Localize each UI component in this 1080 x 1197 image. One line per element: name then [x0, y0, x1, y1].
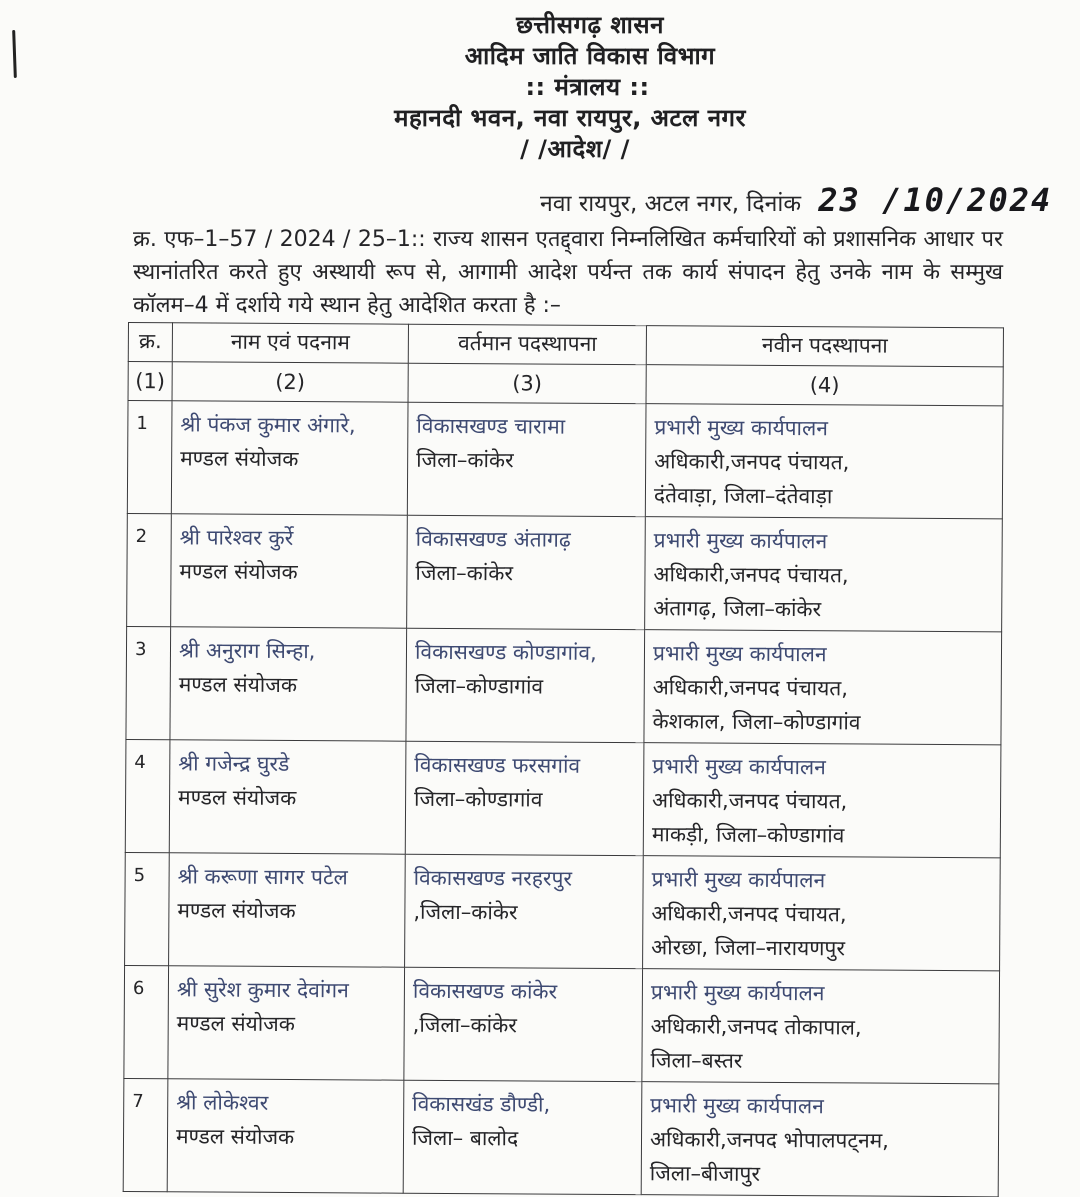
column-number: (3) [408, 363, 646, 403]
new-office: अधिकारी,जनपद तोकापाल, [650, 1014, 862, 1040]
column-number: (2) [172, 362, 408, 402]
header-name: नाम एवं पदनाम [172, 323, 408, 363]
current-district: जिला–कोण्डागांव [414, 786, 543, 812]
new-office: अधिकारी,जनपद भोपालपट्नम, [649, 1127, 889, 1153]
government-title: छत्तीसगढ़ शासन [516, 11, 664, 39]
name-cell [167, 1079, 404, 1193]
header-new-posting: नवीन पदस्थापना [646, 326, 1003, 367]
employee-name: श्री अनुराग सिन्हा, [178, 638, 316, 664]
new-post: प्रभारी मुख्य कार्यपालन [651, 867, 826, 893]
serial-number: 2 [127, 513, 172, 626]
current-district: जिला–कांकेर [416, 447, 514, 473]
new-post: प्रभारी मुख्य कार्यपालन [654, 415, 828, 441]
handwritten-date: 23 /10/2024 [818, 181, 1053, 219]
new-location: जिला–बस्तर [650, 1048, 743, 1073]
column-number: (4) [646, 365, 1003, 406]
name-cell [171, 514, 408, 628]
employee-name: श्री सुरेश कुमार देवांगन [176, 977, 349, 1003]
current-posting-cell [407, 402, 646, 516]
table-row [125, 739, 1001, 857]
current-block: विकासखण्ड चारामा [416, 413, 566, 439]
new-location: माकड़ी, जिला–कोण्डागांव [651, 822, 845, 848]
current-district: ,जिला–कांकेर [412, 1012, 517, 1038]
order-title: / /आदेश/ / [520, 135, 630, 163]
new-posting-cell [645, 517, 1003, 632]
name-cell [170, 627, 407, 741]
new-location: जिला–बीजापुर [649, 1161, 761, 1186]
name-cell [168, 966, 405, 1080]
current-district: जिला–कोण्डागांव [414, 673, 544, 699]
new-office: अधिकारी,जनपद पंचायत, [652, 788, 848, 814]
table-row [127, 513, 1003, 631]
transfer-table [123, 322, 1004, 1197]
designation: मण्डल संयोजक [177, 898, 296, 924]
name-cell [171, 401, 408, 515]
serial-number: 4 [125, 739, 170, 852]
current-block: विकासखण्ड कोण्डागांव, [414, 639, 597, 665]
new-office: अधिकारी,जनपद पंचायत, [651, 901, 847, 927]
current-block: विकासखण्ड अंतागढ़ [415, 526, 571, 552]
date-prefix: नवा रायपुर, अटल नगर, दिनांक [540, 191, 801, 217]
order-paragraph: क्र. एफ–1–57 / 2024 / 25–1:: राज्य शासन एतद्द्वारा निम्नलिखित कर्मचारियों को प्रशासनिक आधार पर स्थानांतरित करते हुए अस्थायी रूप से, आगामी आदेश पर्यन्त तक कार्य संपादन हेतु उनके नाम के सम्मुख कॉलम–4 में दर्शाये गये स्थान हेतु आदेशित करता है :– [133, 227, 1003, 318]
new-post: प्रभारी मुख्य कार्यपालन [650, 1093, 824, 1119]
name-cell [169, 853, 406, 967]
ministry-title: :: मंत्रालय :: [525, 73, 650, 101]
new-posting-cell [641, 1082, 999, 1197]
designation: मण्डल संयोजक [176, 1011, 296, 1037]
serial-number: 6 [124, 965, 169, 1078]
designation: मण्डल संयोजक [175, 1124, 295, 1150]
table-row [124, 965, 1000, 1083]
new-office: अधिकारी,जनपद पंचायत, [652, 675, 849, 701]
table-row [127, 401, 1003, 519]
current-block: विकासखण्ड नरहरपुर [413, 865, 573, 891]
current-block: विकासखण्ड कांकेर [412, 978, 558, 1004]
serial-number: 7 [123, 1078, 168, 1191]
column-number-row [128, 362, 1003, 406]
new-posting-cell [644, 630, 1002, 745]
current-posting-cell [406, 628, 645, 742]
office-address: महानदी भवन, नवा रायपुर, अटल नगर [394, 104, 746, 132]
serial-number: 3 [126, 626, 171, 739]
designation: मण्डल संयोजक [178, 785, 297, 811]
table-row [126, 626, 1002, 744]
current-block: विकासखण्ड फरसगांव [414, 752, 581, 778]
current-district: ,जिला–कांकेर [413, 899, 518, 925]
current-district: जिला– बालोद [411, 1125, 519, 1151]
current-posting-cell [407, 515, 646, 629]
new-posting-cell [643, 856, 1001, 971]
employee-name: श्री लोकेश्वर [176, 1090, 269, 1115]
new-posting-cell [645, 404, 1003, 519]
column-number: (1) [128, 362, 172, 401]
new-post: प्रभारी मुख्य कार्यपालन [653, 528, 828, 554]
current-posting-cell [404, 967, 643, 1081]
table-header-row [128, 323, 1003, 367]
employee-name: श्री पंकज कुमार अंगारे, [180, 412, 356, 438]
new-posting-cell [643, 743, 1001, 858]
current-posting-cell [405, 741, 644, 855]
serial-number: 5 [125, 852, 170, 965]
employee-name: श्री करूणा सागर पटेल [177, 864, 348, 890]
serial-number: 1 [127, 401, 172, 514]
employee-name: श्री पारेश्वर कुर्रे [179, 525, 294, 551]
new-office: अधिकारी,जनपद पंचायत, [654, 449, 850, 475]
department-title: आदिम जाति विकास विभाग [464, 42, 716, 70]
new-location: अंतागढ़, जिला–कांकेर [653, 596, 822, 622]
employee-name: श्री गजेन्द्र घुरडे [178, 751, 290, 776]
designation: मण्डल संयोजक [179, 559, 298, 585]
new-posting-cell [642, 969, 1000, 1084]
new-office: अधिकारी,जनपद पंचायत, [653, 562, 849, 588]
header-current-posting: वर्तमान पदस्थापना [408, 324, 646, 364]
new-location: दंतेवाड़ा, जिला–दंतेवाड़ा [653, 483, 833, 509]
new-post: प्रभारी मुख्य कार्यपालन [650, 980, 825, 1006]
document-header [0, 10, 1080, 165]
current-block: विकासखंड डौण्डी, [412, 1091, 551, 1117]
designation: मण्डल संयोजक [180, 446, 299, 472]
new-location: केशकाल, जिला–कोण्डागांव [652, 709, 861, 735]
current-posting-cell [405, 854, 644, 968]
table-row [125, 852, 1001, 970]
current-district: जिला–कांकेर [415, 560, 514, 586]
new-post: प्रभारी मुख्य कार्यपालन [652, 641, 827, 667]
current-posting-cell [403, 1080, 642, 1194]
name-cell [169, 740, 406, 854]
header-serial: क्र. [128, 323, 172, 362]
table-row [123, 1078, 999, 1196]
new-post: प्रभारी मुख्य कार्यपालन [652, 754, 826, 780]
new-location: ओरछा, जिला–नारायणपुर [651, 935, 846, 961]
designation: मण्डल संयोजक [178, 672, 298, 698]
date-line [540, 182, 1060, 222]
